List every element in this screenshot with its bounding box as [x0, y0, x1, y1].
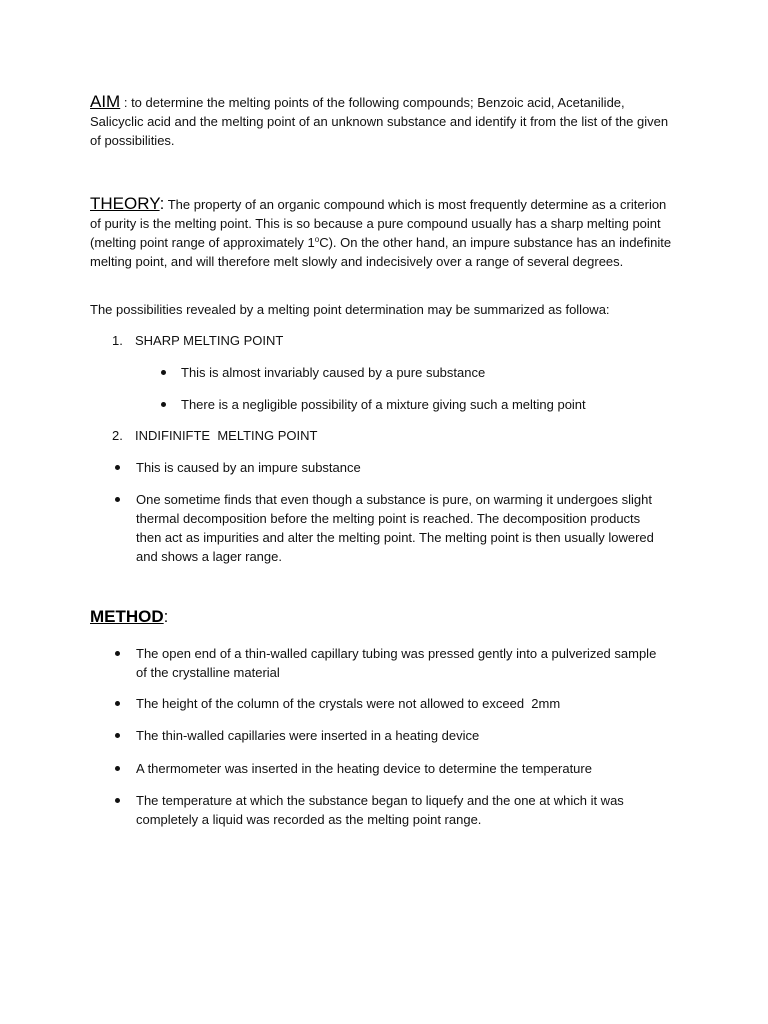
theory-text-2: C). On the other hand, an impure substance has an indefinite melting point, and will therefore melt slowly and indecisively over a range of several degrees. — [90, 235, 672, 269]
list-item-text: A thermometer was inserted in the heating device to determine the temperature — [136, 761, 592, 776]
list-item-text: The thin-walled capillaries were inserted in a heating device — [136, 728, 480, 743]
list-item-text: One sometime finds that even though a substance is pure, on warming it undergoes slight thermal decomposition before the melting point is reached. The decomposition products then act as impurities and alter the melting point. The melting point is then usually lowered and shows a lager range. — [136, 492, 654, 564]
theory-paragraph — [90, 194, 680, 271]
list-item-text: There is a negligible possibility of a mixture giving such a melting point — [181, 397, 586, 412]
theory-summary: The possibilities revealed by a melting point determination may be summarized as followa: — [90, 302, 610, 317]
bullet-icon — [161, 402, 166, 407]
bullet-icon — [161, 370, 166, 375]
aim-heading: AIM — [90, 92, 121, 111]
bullet-icon — [115, 798, 120, 803]
method-heading: METHOD — [90, 607, 164, 626]
degree-superscript: o — [314, 235, 320, 244]
list-number: 1. — [112, 333, 123, 348]
list-item-title: INDIFINIFTE MELTING POINT — [135, 428, 318, 443]
bullet-icon — [115, 465, 120, 470]
bullet-icon — [115, 733, 120, 738]
list-item-text: This is almost invariably caused by a pure substance — [181, 365, 486, 380]
theory-heading: THEORY — [90, 194, 160, 213]
bullet-icon — [115, 651, 120, 656]
list-item-text: This is caused by an impure substance — [136, 460, 361, 475]
bullet-icon — [115, 497, 120, 502]
bullet-icon — [115, 701, 120, 706]
list-item-text: The height of the column of the crystals were not allowed to exceed 2mm — [136, 696, 561, 711]
list-item — [113, 759, 673, 778]
theory-text-1: The property of an organic compound which is most frequently determine as a criterion of purity is the melting point. This is so because a pure compound usually has a sharp melting point (melting point range of approximately 1 — [90, 197, 667, 250]
list-number: 2. — [112, 428, 123, 443]
list-item — [113, 458, 673, 477]
list-item — [158, 363, 678, 382]
list-item-text: The temperature at which the substance began to liquefy and the one at which it was completely a liquid was recorded as the melting point range. — [136, 793, 624, 827]
list-item — [113, 644, 673, 682]
list-item — [113, 694, 673, 713]
aim-text: : to determine the melting points of the following compounds; Benzoic acid, Acetanilide, Salicyclic acid and the melting point of an unknown substance and identify it from the list of the given of possibilities. — [90, 95, 669, 148]
list-item — [113, 490, 673, 566]
aim-paragraph — [90, 92, 680, 150]
list-item-text: The open end of a thin-walled capillary tubing was pressed gently into a pulverized sample of the crystalline material — [136, 646, 657, 680]
list-item-title: SHARP MELTING POINT — [135, 333, 284, 348]
bullet-icon — [115, 766, 120, 771]
theory-colon: : — [159, 194, 165, 213]
list-item — [113, 791, 673, 829]
method-colon: : — [163, 607, 169, 626]
method-paragraph — [90, 607, 680, 627]
list-item — [158, 395, 678, 414]
list-item — [113, 726, 673, 745]
